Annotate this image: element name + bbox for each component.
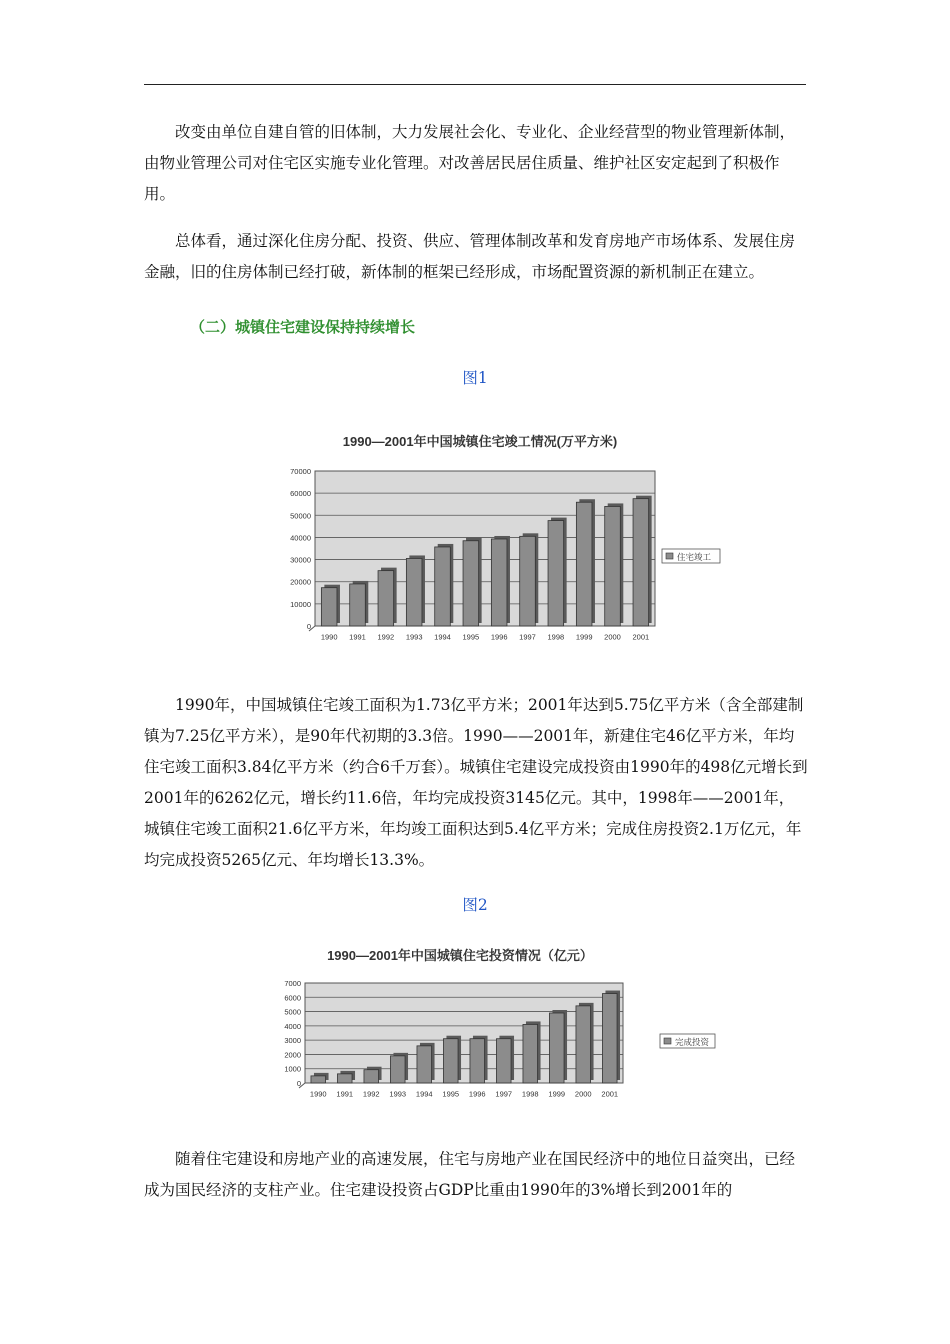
chart-title: 1990—2001年中国城镇住宅竣工情况(万平方米) [342,434,618,449]
bar-1994 [435,547,451,626]
paragraph-property-management: 改变由单位自建自管的旧体制，大力发展社会化、专业化、企业经营型的物业管理新体制，由物业管理公司对住宅区实施专业化管理。对改善居民居住质量、维护社区安定起到了积极作用。 [144,123,796,203]
x-tick-label: 1999 [548,1089,566,1099]
plot-area [305,983,623,1083]
x-tick-label: 1997 [495,1089,513,1099]
bar-2001 [633,499,649,626]
legend-swatch [666,553,673,559]
bar-1991 [337,1074,352,1083]
x-tick-label: 1995 [462,632,480,642]
y-tick-label: 5000 [284,1007,301,1017]
y-tick-label: 1000 [284,1064,301,1074]
paragraph-summary: 总体看，通过深化住房分配、投资、供应、管理体制改革和发育房地产市场体系、发展住房金融，旧的住房体制已经打破，新体制的框架已经形成，市场配置资源的新机制正在建立。 [144,232,796,281]
y-tick-label: 6000 [284,993,301,1003]
y-tick-label: 60000 [290,489,311,499]
figure2-label: 图2 [462,896,488,914]
paragraph-completion-stats: 1990年，中国城镇住宅竣工面积为1.73亿平方米；2001年达到5.75亿平方米（含全部建制镇为7.25亿平方米），是90年代初期的3.3倍。1990——2001年，新建住宅46亿平方米，年均住宅竣工面积3.84亿平方米（约合6千万套）。城镇住宅建设完成投资由1990年的498亿元增长到2001年的6262亿元，增长约11.6倍，年均完成投资3145亿元。其中，1998年——2001年，城镇住宅竣工面积21.6亿平方米，年均竣工面积达到5.4亿平方米；完成住房投资2.1万亿元，年均完成投资5265亿元、年均增长13.3%。 [144,696,808,869]
x-tick-label: 1992 [377,632,395,642]
bar-1998 [523,1024,538,1083]
legend-label: 完成投资 [675,1037,710,1047]
y-tick-label: 0 [296,1079,301,1088]
bar-2000 [605,506,621,626]
y-tick-label: 70000 [290,467,311,476]
y-tick-label: 10000 [290,599,311,609]
x-tick-label: 1996 [468,1089,486,1099]
bar-1990 [311,1076,326,1083]
x-tick-label: 2001 [632,632,650,642]
x-tick-label: 2001 [601,1089,619,1099]
x-tick-label: 1995 [442,1089,460,1099]
bar-1993 [406,558,422,626]
y-tick-label: 20000 [290,577,311,587]
x-tick-label: 1990 [320,632,338,642]
bar-2001 [602,994,617,1083]
bar-1998 [548,521,564,626]
header-rule [144,84,806,85]
bar-1999 [576,502,592,626]
chart-title: 1990—2001年中国城镇住宅投资情况（亿元） [327,948,593,963]
bar-1999 [549,1013,564,1083]
x-tick-label: 2000 [604,632,621,642]
legend-label: 住宅竣工 [677,552,712,562]
section-heading: （二）城镇住宅建设保持持续增长 [190,318,416,336]
y-tick-label: 4000 [284,1021,301,1031]
paragraph-pillar-industry: 随着住宅建设和房地产业的高速发展，住宅与房地产业在国民经济中的地位日益突出，已经成为国民经济的支柱产业。住宅建设投资占GDP比重由1990年的3%增长到2001年的 [144,1150,796,1199]
bar-1997 [496,1039,511,1083]
bar-1995 [443,1039,458,1083]
y-tick-label: 0 [306,622,311,631]
x-tick-label: 1999 [575,632,593,642]
legend-swatch [664,1038,671,1044]
x-tick-label: 1993 [405,632,423,642]
x-tick-label: 1994 [415,1089,433,1099]
bar-2000 [576,1006,591,1083]
y-tick-label: 30000 [290,555,311,565]
y-tick-label: 40000 [290,533,311,543]
y-tick-label: 50000 [290,511,311,521]
bar-1995 [463,541,479,626]
x-tick-label: 1990 [309,1089,327,1099]
figure2-bar-chart [270,945,720,1100]
x-tick-label: 1992 [362,1089,380,1099]
x-tick-label: 1991 [349,632,366,642]
bar-1994 [417,1046,432,1083]
y-tick-label: 7000 [284,979,301,988]
figure1-label: 图1 [462,369,488,387]
x-tick-label: 1994 [434,632,451,642]
bar-1992 [378,571,394,626]
x-tick-label: 1996 [490,632,508,642]
y-tick-label: 2000 [284,1050,301,1060]
bar-1991 [350,584,366,626]
bar-1993 [390,1056,405,1083]
figure1-bar-chart [290,426,740,648]
x-tick-label: 2000 [574,1089,592,1099]
x-tick-label: 1993 [389,1089,407,1099]
bar-1996 [491,539,507,626]
y-tick-label: 3000 [284,1036,301,1046]
x-tick-label: 1991 [336,1089,354,1099]
bar-1992 [364,1070,379,1083]
x-tick-label: 1998 [521,1089,539,1099]
bar-1996 [470,1039,485,1083]
bar-1997 [520,536,536,626]
bar-1990 [321,588,337,626]
x-tick-label: 1997 [519,632,536,642]
x-tick-label: 1998 [547,632,565,642]
